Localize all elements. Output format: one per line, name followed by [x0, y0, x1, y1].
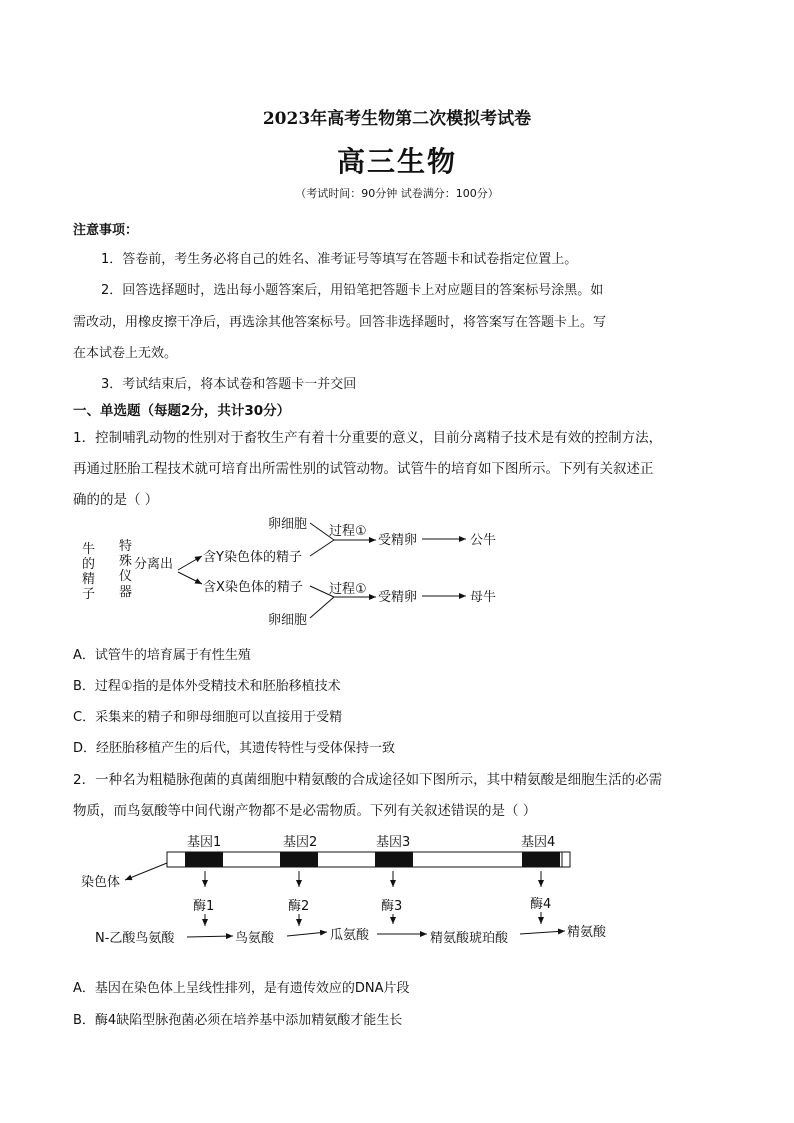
gene-2-label: 基因2	[283, 835, 318, 850]
notice-line-2a: 2．回答选择题时，选出每小题答案后，用铅笔把答题卡上对应题目的答案标号涂黑。如	[101, 283, 604, 298]
q1-option-d: D．经胚胎移植产生的后代，其遗传特性与受体保持一致	[73, 741, 396, 756]
arrow-step-2	[287, 932, 327, 936]
q1-stem-line-3: 确的的是（ ）	[73, 492, 159, 508]
q1-option-b: B．过程①指的是体外受精技术和胚胎移植技术	[73, 679, 341, 694]
chromosome-bar	[167, 852, 570, 867]
notice-heading: 注意事项：	[73, 223, 139, 238]
egg-bottom-label: 卵细胞	[268, 613, 308, 628]
gene-1-segment	[185, 852, 223, 867]
compound-5: 精氨酸	[567, 925, 607, 940]
compound-4: 精氨酸琥珀酸	[430, 931, 509, 946]
arrow-step-1	[187, 936, 233, 937]
device-char-1: 特	[119, 539, 133, 554]
subject-title: 高三生物	[336, 145, 457, 178]
notice-line-1: 1．答卷前，考生务必将自己的姓名、准考证号等填写在答题卡和试卷指定位置上。	[101, 252, 578, 267]
q1-cattle-diagram	[70, 510, 510, 630]
enzyme-1-label: 酶1	[193, 899, 215, 914]
sperm-char-3: 精	[82, 572, 96, 587]
q2-stem-line-2: 物质，而鸟氨酸等中间代谢产物都不是必需物质。下列有关叙述错误的是（ ）	[73, 803, 537, 819]
process-bottom-label: 过程①	[329, 582, 367, 597]
chromosome-pointer	[125, 863, 167, 880]
chromosome-label: 染色体	[81, 875, 121, 890]
gene-4-segment	[522, 852, 560, 867]
q1-stem-line-1: 1．控制哺乳动物的性别对于畜牧生产有着十分重要的意义，目前分离精子技术是有效的控制方法，	[73, 430, 663, 446]
compound-3: 瓜氨酸	[330, 928, 370, 943]
sperm-char-2: 的	[82, 557, 96, 572]
notice-line-3: 3．考试结束后，将本试卷和答题卡一并交回	[101, 377, 357, 392]
fert-top-label: 受精卵	[378, 533, 418, 548]
process-top-label: 过程①	[329, 524, 367, 539]
enzyme-2-label: 酶2	[288, 899, 310, 914]
egg-top-label: 卵细胞	[268, 517, 308, 532]
exam-title: 2023年高考生物第二次模拟考试卷	[262, 109, 532, 129]
gene-3-segment	[375, 852, 413, 867]
y-sperm-label: 含Y染色体的精子	[203, 550, 302, 565]
gene-2-segment	[280, 852, 318, 867]
female-label: 母牛	[470, 590, 497, 605]
arrow-to-x-sperm	[178, 572, 202, 584]
line-egg-bottom	[310, 597, 334, 618]
q2-pathway-diagram	[75, 828, 635, 953]
gene-4-label: 基因4	[521, 835, 556, 850]
line-y-sperm	[310, 540, 334, 556]
enzyme-3-label: 酶3	[381, 899, 403, 914]
device-char-3: 仪	[119, 569, 133, 584]
section-heading: 一、单选题（每题2分，共计30分）	[73, 403, 291, 419]
q2-option-b: B．酶4缺陷型脉孢菌必须在培养基中添加精氨酸才能生长	[73, 1013, 403, 1028]
notice-line-2c: 在本试卷上无效。	[73, 346, 178, 361]
q2-option-a: A．基因在染色体上呈线性排列，是有遗传效应的DNA片段	[73, 981, 410, 996]
arrow-to-y-sperm	[178, 556, 202, 570]
male-label: 公牛	[470, 533, 497, 548]
gene-1-label: 基因1	[187, 835, 222, 850]
sperm-char-4: 子	[82, 587, 96, 602]
enzyme-4-label: 酶4	[530, 897, 552, 912]
q1-option-c: C．采集来的精子和卵母细胞可以直接用于受精	[73, 710, 343, 725]
q2-stem-line-1: 2．一种名为粗糙脉孢菌的真菌细胞中精氨酸的合成途径如下图所示，其中精氨酸是细胞生活的必需	[73, 772, 663, 788]
separate-label: 分离出	[134, 557, 174, 572]
q1-option-a: A．试管牛的培育属于有性生殖	[73, 648, 251, 663]
sperm-char-1: 牛	[82, 542, 96, 557]
q1-stem-line-2: 再通过胚胎工程技术就可培育出所需性别的试管动物。试管牛的培育如下图所示。下列有关叙述正	[73, 461, 654, 477]
device-char-4: 器	[119, 585, 133, 600]
arrow-step-4	[520, 931, 565, 934]
compound-1: N-乙酸鸟氨酸	[95, 931, 175, 946]
x-sperm-label: 含X染色体的精子	[203, 580, 303, 595]
device-char-2: 殊	[119, 554, 133, 569]
compound-2: 鸟氨酸	[235, 931, 275, 946]
gene-3-label: 基因3	[376, 835, 411, 850]
notice-line-2b: 需改动，用橡皮擦干净后，再选涂其他答案标号。回答非选择题时，将答案写在答题卡上。写	[73, 315, 607, 330]
fert-bottom-label: 受精卵	[378, 590, 418, 605]
exam-info: （考试时间：90分钟 试卷满分：100分）	[295, 187, 499, 200]
